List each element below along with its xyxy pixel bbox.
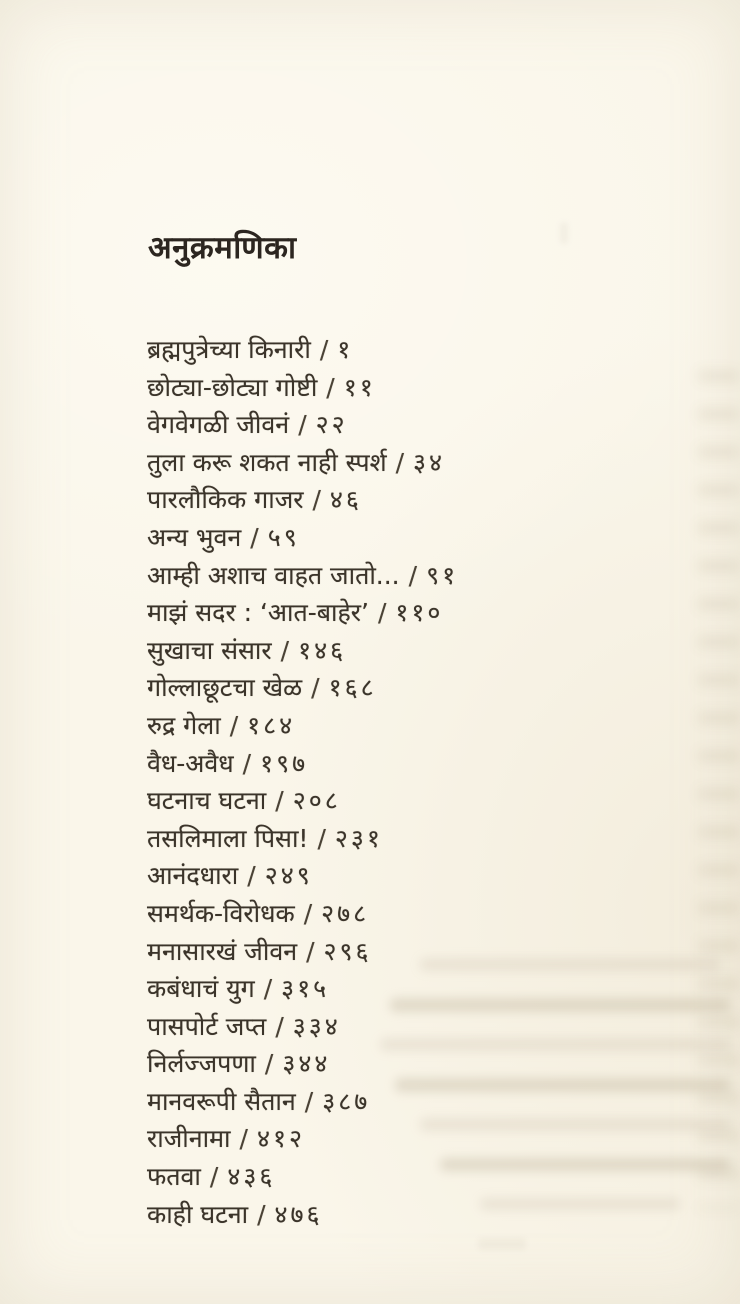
toc-entry-page: १६८ (328, 673, 377, 703)
toc-entry-page: २०८ (292, 786, 341, 816)
toc-entry-page: ३१५ (281, 974, 330, 1004)
toc-entry (147, 1120, 458, 1158)
toc-entry (147, 857, 458, 895)
toc-entry-title: कबंधाचं युग (147, 974, 255, 1004)
toc-separator: / (408, 560, 418, 590)
scan-bleedthrough-line (420, 1118, 730, 1131)
toc-separator: / (229, 710, 239, 740)
toc-entry-page: ४३६ (227, 1162, 276, 1192)
toc-separator: / (250, 522, 259, 552)
toc-entry-title: निर्लज्जपणा (147, 1049, 256, 1079)
toc-entry-page: ३४४ (282, 1049, 331, 1079)
toc-separator: / (280, 635, 290, 665)
toc-entry-page: २२ (315, 410, 348, 440)
toc-entry-title: पासपोर्ट जप्त (147, 1011, 267, 1041)
toc-separator: / (209, 1162, 219, 1192)
toc-entry-title: पारलौकिक गाजर (147, 485, 304, 515)
scan-bleedthrough-line (420, 958, 720, 971)
toc-entry-title: गोल्लाछूटचा खेळ (147, 673, 303, 703)
toc-entry-page: ४१२ (256, 1124, 305, 1154)
toc-entry (147, 519, 458, 557)
toc-separator: / (303, 898, 313, 928)
toc-entry (147, 406, 458, 444)
toc-entry-title: ब्रह्मपुत्रेच्या किनारी (147, 335, 311, 364)
page-title: अनुक्रमणिका (148, 230, 297, 266)
scan-bleedthrough-line (480, 1198, 680, 1210)
toc-entry-page: १४६ (298, 635, 347, 665)
toc-separator: / (275, 1011, 284, 1041)
scan-mark (478, 1238, 526, 1250)
toc-separator: / (395, 447, 405, 477)
toc-entry (147, 933, 458, 971)
toc-separator: / (257, 1199, 266, 1229)
toc-entry-page: १९७ (260, 748, 309, 778)
toc-entry-title: मानवरूपी सैतान (147, 1086, 296, 1116)
toc-entry (147, 369, 458, 407)
toc-separator: / (275, 786, 284, 816)
toc-entry-page: ९१ (426, 560, 459, 590)
scan-bleedthrough-edge (698, 370, 740, 1210)
toc-entry (147, 1196, 458, 1234)
toc-entry-title: फतवा (147, 1162, 201, 1192)
toc-entry-page: १ (337, 335, 354, 364)
toc-separator: / (312, 485, 321, 515)
toc-entry-title: आम्ही अशाच वाहत जातो... (147, 560, 400, 590)
toc-entry-title: घटनाच घटना (147, 786, 267, 816)
toc-entry-page: २९६ (323, 936, 372, 966)
scan-mark (560, 222, 568, 244)
toc-entry-title: वेगवेगळी जीवनं (147, 410, 290, 440)
toc-entry (147, 1083, 458, 1121)
toc-entry (147, 632, 458, 670)
toc-entry (147, 1045, 458, 1083)
toc-entry (147, 745, 458, 783)
toc-entry-title: वैध-अवैध (147, 748, 234, 778)
toc-entry (147, 820, 458, 858)
toc-list (147, 331, 458, 1233)
toc-entry (147, 481, 458, 519)
toc-separator: / (326, 372, 335, 402)
toc-separator: / (263, 974, 273, 1004)
toc-entry (147, 331, 458, 369)
toc-entry-title: मनासारखं जीवन (147, 936, 298, 966)
toc-entry-page: ४६ (329, 485, 362, 515)
toc-entry-page: ५९ (267, 522, 300, 552)
toc-entry (147, 444, 458, 482)
toc-entry-title: तसलिमाला पिसा! (147, 823, 309, 853)
toc-entry-title: सुखाचा संसार (147, 635, 272, 665)
toc-entry-page: ४७६ (274, 1199, 323, 1229)
toc-separator: / (239, 1124, 248, 1154)
toc-separator: / (247, 861, 256, 891)
toc-entry (147, 895, 458, 933)
toc-separator: / (377, 598, 387, 628)
toc-separator: / (304, 1086, 314, 1116)
toc-entry-page: २३१ (334, 823, 383, 853)
toc-entry-page: १८४ (247, 710, 296, 740)
toc-entry (147, 1008, 458, 1046)
toc-entry (147, 669, 458, 707)
toc-entry-page: ११ (343, 372, 376, 402)
toc-entry (147, 594, 458, 632)
toc-entry-title: आनंदधारा (147, 861, 239, 891)
toc-separator: / (319, 335, 329, 364)
toc-separator: / (264, 1049, 274, 1079)
scan-bleedthrough-line (440, 1158, 730, 1171)
toc-entry-title: राजीनामा (147, 1124, 231, 1154)
toc-entry-title: काही घटना (147, 1199, 249, 1229)
toc-entry (147, 557, 458, 595)
toc-entry-title: रुद्र गेला (147, 710, 221, 740)
toc-entry-page: २४९ (264, 861, 313, 891)
toc-separator: / (317, 823, 326, 853)
toc-entry-page: २७८ (321, 898, 370, 928)
toc-entry (147, 970, 458, 1008)
toc-entry-page: ३३४ (292, 1011, 341, 1041)
toc-entry-page: ३८७ (322, 1086, 371, 1116)
toc-separator: / (298, 410, 307, 440)
toc-separator: / (311, 673, 320, 703)
toc-entry-page: ३४ (413, 447, 446, 477)
toc-separator: / (306, 936, 315, 966)
toc-entry-title: समर्थक-विरोधक (147, 898, 295, 928)
toc-entry-title: छोट्या-छोट्या गोष्टी (147, 372, 318, 402)
toc-entry-page: ११० (395, 598, 444, 628)
toc-separator: / (242, 748, 252, 778)
toc-entry-title: अन्य भुवन (147, 522, 242, 552)
toc-entry (147, 1158, 458, 1196)
toc-entry (147, 782, 458, 820)
toc-entry-title: माझं सदर : ‘आत-बाहेर’ (147, 598, 369, 628)
toc-entry (147, 707, 458, 745)
toc-entry-title: तुला करू शकत नाही स्पर्श (147, 447, 387, 477)
